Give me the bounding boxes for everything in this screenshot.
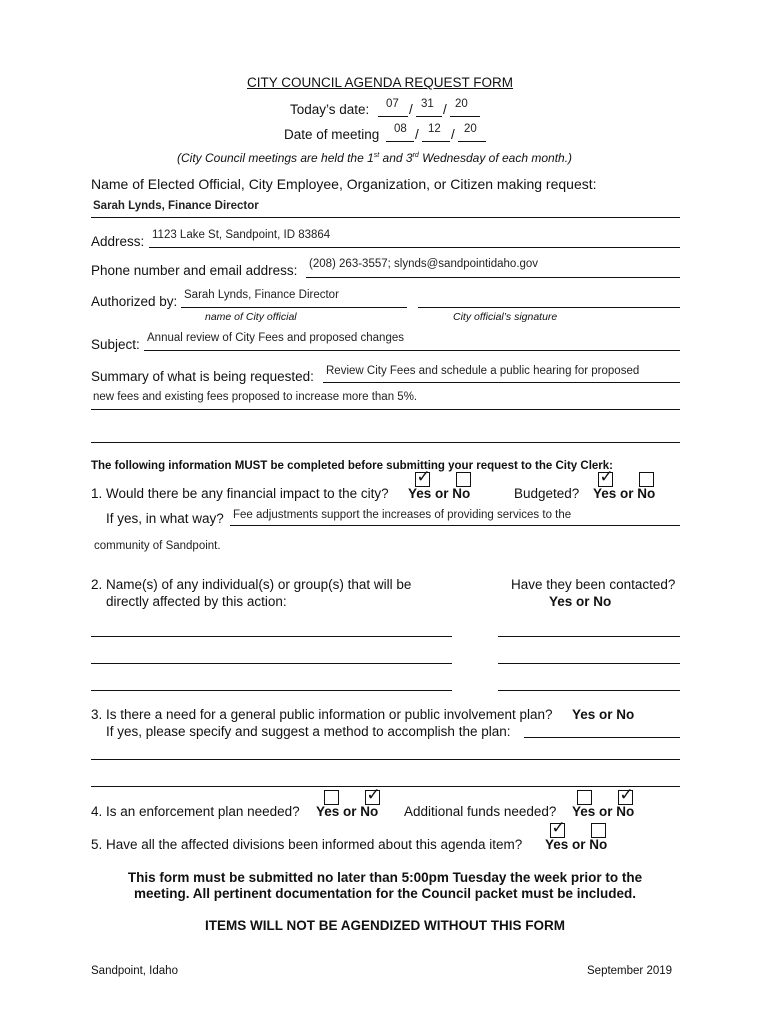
meeting-date-day-line [422, 141, 450, 142]
q3-line2: If yes, please specify and suggest a method to accomplish the plan: [106, 724, 511, 739]
q4-no-checkbox[interactable] [365, 785, 381, 805]
meeting-date-label: Date of meeting [284, 127, 380, 142]
meeting-schedule-note: (City Council meetings are held the 1st and 3rd Wednesday of each month.) [177, 151, 573, 165]
q4-question: 4. Is an enforcement plan needed? [91, 804, 300, 819]
q3-yes-or-no: Yes or No [572, 707, 635, 722]
funds-yes-or-no: Yes or No [572, 804, 635, 819]
check-icon: ✓ [619, 785, 634, 804]
budgeted-label: Budgeted? [514, 486, 580, 501]
contacted-label: Have they been contacted? [511, 577, 676, 592]
requester-value[interactable]: Sarah Lynds, Finance Director [93, 200, 259, 212]
meeting-date-year-line [458, 141, 486, 142]
subject-line [144, 350, 680, 351]
todays-date-month[interactable]: 07 [386, 98, 399, 110]
q2-contacted-line[interactable] [498, 663, 680, 664]
meeting-date-year[interactable]: 20 [464, 123, 477, 135]
summary-label: Summary of what is being requested: [91, 369, 314, 384]
q3-line1: 3. Is there a need for a general public information or public involvement plan? [91, 707, 553, 722]
q1-how-line1-rule [230, 525, 680, 526]
funds-no-checkbox[interactable] [618, 785, 634, 805]
summary-line3-rule [91, 442, 680, 443]
requester-line [91, 217, 680, 218]
check-icon: ✓ [551, 818, 566, 837]
agendize-warning: ITEMS WILL NOT BE AGENDIZED WITHOUT THIS FORM [205, 918, 565, 933]
meeting-date-day[interactable]: 12 [428, 123, 441, 135]
todays-date-year-line [450, 116, 480, 117]
contact-label: Phone number and email address: [91, 263, 298, 278]
q3-plan-line[interactable] [91, 786, 680, 787]
todays-date-day-line [416, 116, 442, 117]
instructions-heading: The following information MUST be completed before submitting your request to the City Clerk: [91, 460, 613, 472]
authorized-label: Authorized by: [91, 294, 178, 309]
q1-yes-checkbox[interactable] [415, 467, 431, 487]
contact-value[interactable]: (208) 263-3557; slynds@sandpointidaho.gov [309, 258, 539, 270]
todays-date-label: Today’s date: [290, 102, 370, 117]
contacted-yes-or-no: Yes or No [549, 594, 612, 609]
q1-how-label: If yes, in what way? [106, 511, 224, 526]
q2-name-line[interactable] [91, 636, 452, 637]
q4-yes-checkbox[interactable] [324, 790, 339, 805]
summary-line2-rule [91, 409, 680, 410]
q2-name-line[interactable] [91, 663, 452, 664]
address-label: Address: [91, 234, 145, 249]
summary-line2[interactable]: new fees and existing fees proposed to increase more than 5%. [93, 391, 418, 403]
date-separator: / [409, 102, 413, 117]
todays-date-year[interactable]: 20 [455, 98, 468, 110]
contact-line [306, 277, 680, 278]
q5-question: 5. Have all the affected divisions been informed about this agenda item? [91, 837, 523, 852]
funds-yes-checkbox[interactable] [577, 790, 592, 805]
budgeted-no-checkbox[interactable] [639, 472, 654, 487]
submission-notice-line2: meeting. All pertinent documentation for the Council packet must be included. [133, 886, 637, 901]
funds-label: Additional funds needed? [404, 804, 557, 819]
subject-value[interactable]: Annual review of City Fees and proposed changes [147, 332, 404, 344]
date-separator: / [415, 127, 419, 142]
address-line [149, 247, 680, 248]
requester-label: Name of Elected Official, City Employee, Organization, or Citizen making request: [91, 176, 597, 192]
footer-date: September 2019 [587, 965, 673, 977]
authorized-name-caption: name of City official [205, 311, 297, 323]
q1-how-line1[interactable]: Fee adjustments support the increases of providing services to the [233, 509, 572, 521]
authorized-name-line [181, 307, 407, 308]
q1-yes-or-no: Yes or No [408, 486, 471, 501]
date-separator: / [451, 127, 455, 142]
date-separator: / [443, 102, 447, 117]
form-title: CITY COUNCIL AGENDA REQUEST FORM [247, 75, 514, 90]
check-icon: ✓ [599, 467, 614, 486]
q1-question: 1. Would there be any financial impact to the city? [91, 486, 389, 501]
q2-name-line[interactable] [91, 690, 452, 691]
summary-line1-rule [323, 382, 680, 383]
todays-date-month-line [378, 116, 408, 117]
summary-line1[interactable]: Review City Fees and schedule a public hearing for proposed [326, 365, 640, 377]
authorized-value[interactable]: Sarah Lynds, Finance Director [184, 289, 339, 301]
q5-yes-or-no: Yes or No [545, 837, 608, 852]
q5-yes-checkbox[interactable] [550, 818, 566, 838]
q4-yes-or-no: Yes or No [316, 804, 379, 819]
address-value[interactable]: 1123 Lake St, Sandpoint, ID 83864 [152, 229, 331, 241]
check-icon: ✓ [416, 467, 431, 486]
budgeted-yes-checkbox[interactable] [598, 467, 614, 487]
q2-line1: 2. Name(s) of any individual(s) or group(s) that will be [91, 577, 412, 592]
footer-location: Sandpoint, Idaho [91, 965, 178, 977]
meeting-date-month-line [386, 141, 414, 142]
q2-contacted-line[interactable] [498, 690, 680, 691]
meeting-date-month[interactable]: 08 [394, 123, 407, 135]
q2-line2: directly affected by this action: [106, 594, 287, 609]
q3-plan-line[interactable] [91, 759, 680, 760]
subject-label: Subject: [91, 337, 140, 352]
authorized-signature-line [418, 307, 680, 308]
q3-plan-line[interactable] [524, 737, 680, 738]
q5-no-checkbox[interactable] [591, 823, 606, 838]
q2-contacted-line[interactable] [498, 636, 680, 637]
submission-notice-line1: This form must be submitted no later than 5:00pm Tuesday the week prior to the [127, 870, 643, 885]
authorized-signature-caption: City official’s signature [453, 311, 558, 323]
check-icon: ✓ [366, 785, 381, 804]
budgeted-yes-or-no: Yes or No [593, 486, 656, 501]
q1-no-checkbox[interactable] [456, 472, 471, 487]
q1-how-line2[interactable]: community of Sandpoint. [94, 540, 221, 552]
todays-date-day[interactable]: 31 [421, 98, 434, 110]
